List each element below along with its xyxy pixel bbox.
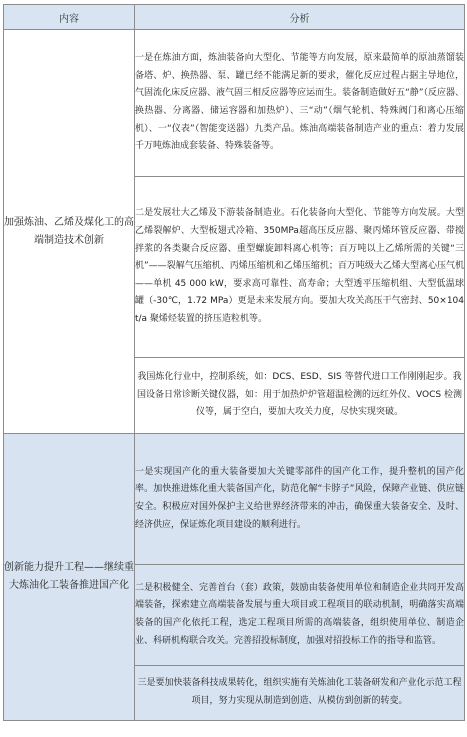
analysis-cell-2-3: 三是要加快装备科技成果转化，组织实施有关炼油化工装备研发和产业化示范工程项目，努力实现从制造到创造、从模仿到创新的转变。 (135, 666, 465, 721)
analysis-cell-1-1: 一是在炼油方面，炼油装备向大型化、节能等方向发展，原来最简单的原油蒸馏装备塔、炉、换热器、泵、罐已经不能满足新的要求，催化反应过程占据主导地位，气固流化床反应器、液气固三相反应器等应运而生。装备制造做好五“静”（反应器、换热器、分离器、储运容器和加热炉）、三“动”（烟气轮机、特殊阀门和离心压缩机）、一“仪表”（智能变送器）九类产品。炼油高端装备制造产业的重点：着力发展千万吨炼油成套装备、特殊装备等。 (135, 30, 465, 177)
analysis-cell-2-1: 一是实现国产化的重大装备要加大关键零部件的国产化工作，提升整机的国产化率。加快推进炼化重大装备国产化，防范化解“卡脖子”风险，保障产业链、供应链安全。积极应对国外保护主义给世界经济带来的冲击，确保重大装备安全、及时、经济供应，保证炼化项目建设的顺利进行。 (135, 434, 465, 565)
section-label-2: 创新能力提升工程——继续重大炼油化工装备推进国产化 (4, 434, 135, 721)
analysis-cell-1-3: 我国炼化行业中，控制系统，如：DCS、ESD、SIS 等替代进口工作刚刚起步。我国设备日常诊断关键仪器，如：用于加热炉炉管超温检测的远红外仪、VOCS 检测仪等，属于空白，要加大攻关力度，尽快实现突破。 (135, 358, 465, 434)
section-label-1: 加强炼油、乙烯及煤化工的高端制造技术创新 (4, 30, 135, 434)
analysis-table (3, 4, 465, 721)
analysis-cell-1-2: 二是发展壮大乙烯及下游装备制造业。石化装备向大型化、节能等方向发展。大型乙烯裂解炉、大型板翅式冷箱、350MPa超高压反应器、聚丙烯环管反应器、带搅拌浆的各类聚合反应器、重型螺旋卸料离心机等；百万吨以上乙烯所需的关键“三机”——裂解气压缩机、丙烯压缩机和乙烯压缩机；百万吨级大乙烯大型离心压气机——单机 45 000 kW，要求高可靠性、高寿命；大型透平压缩机组、大型低温球罐（-30℃，1.72 MPa）更是未来发展方向。要加大攻关高压干气密封、50×104 t/a 聚烯烃装置的挤压造粒机等。 (135, 177, 465, 358)
header-content: 内容 (4, 5, 135, 30)
header-analysis: 分析 (135, 5, 465, 30)
table-row (4, 30, 465, 177)
table-row (4, 434, 465, 565)
analysis-cell-2-2: 二是积极健全、完善首台（套）政策，鼓励由装备使用单位和制造企业共同开发高端装备，探索建立高端装备发展与重大项目或工程项目的联动机制，明确落实高端装备的国产化依托工程，选定工程项目所需的高端装备，组织使用单位、制造企业、科研机构联合攻关。完善招投标制度，加强对招投标工作的指导和监管。 (135, 565, 465, 666)
table-header-row (4, 5, 465, 30)
